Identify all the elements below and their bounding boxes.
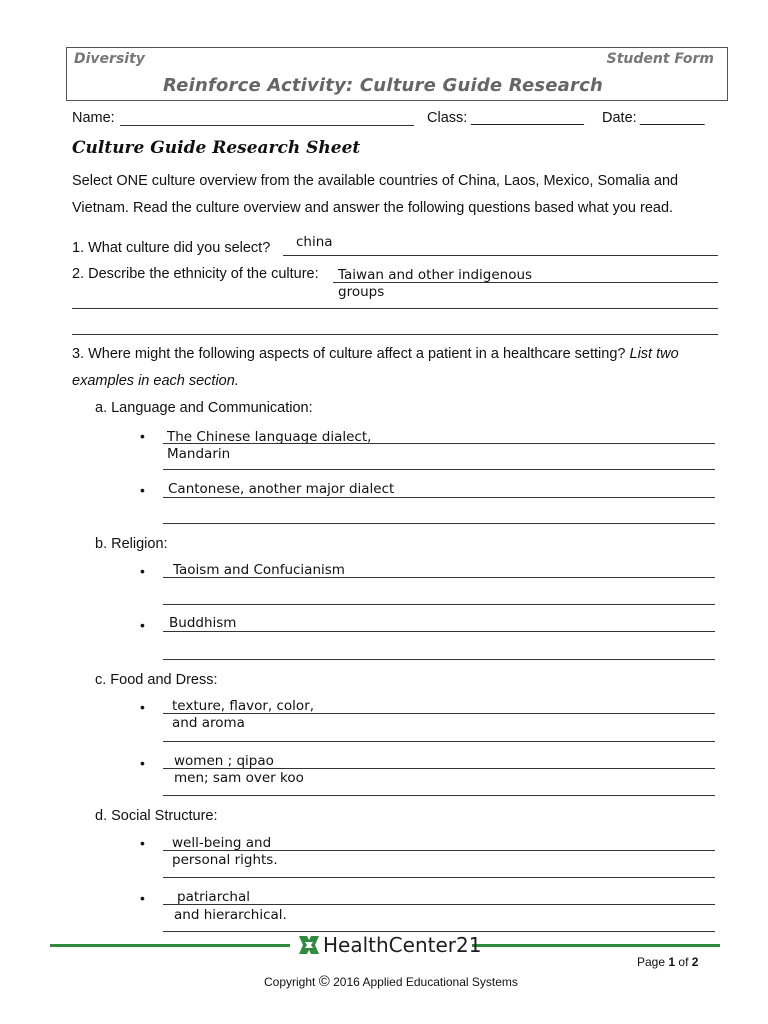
q2-answer-line-2[interactable]: groups [338,284,385,300]
blank-line [72,308,718,309]
bullet: • [140,428,145,444]
answer-line [163,604,715,605]
answer-b1-line-1[interactable]: Taoism and Confucianism [173,562,345,578]
answer-line [163,577,715,578]
section-b-label: b. Religion: [95,536,168,552]
answer-d1-line-1[interactable]: well-being and [172,835,272,851]
answer-c1-line-2[interactable]: and aroma [172,715,245,731]
answer-c2-line-1[interactable]: women ; qipao [174,753,274,769]
q2-answer-line [333,282,718,283]
section-a-label: a. Language and Communication: [95,400,313,416]
answer-d1-line-2[interactable]: personal rights. [172,852,278,868]
class-field[interactable]: ______________ [471,110,584,126]
footer-rule-right [472,944,720,947]
date-field[interactable]: ________ [640,110,705,126]
answer-line [163,659,715,660]
bullet: • [140,482,145,498]
page-title: Reinforce Activity: Culture Guide Research [163,75,603,96]
class-label: Class: [427,110,468,126]
bullet: • [140,699,145,715]
answer-line [163,741,715,742]
answer-c2-line-2[interactable]: men; sam over koo [174,770,304,786]
q2-question: 2. Describe the ethnicity of the culture: [72,266,319,282]
answer-c1-line-1[interactable]: texture, flavor, color, [172,698,315,714]
answer-line [163,850,715,851]
subject-label: Diversity [74,51,145,67]
answer-line [163,443,715,444]
section-c-label: c. Food and Dress: [95,672,218,688]
date-label: Date: [602,110,637,126]
answer-b2-line-1[interactable]: Buddhism [169,615,237,631]
answer-line [163,768,715,769]
copyright: Copyright © 2016 Applied Educational Systems [264,973,518,990]
bullet: • [140,890,145,906]
answer-a1-line-1[interactable]: The Chinese language dialect, [167,429,372,445]
form-type-label: Student Form [606,51,714,67]
answer-line [163,931,715,932]
name-label: Name: [72,110,115,126]
intro-line-1: Select ONE culture overview from the available countries of China, Laos, Mexico, Somalia and [72,173,679,189]
page-number: Page 1 of 2 [637,955,699,969]
blank-line [72,334,718,335]
q1-answer-line [283,255,718,256]
q3-question: 3. Where might the following aspects of culture affect a patient in a healthcare setting? List two [72,346,679,362]
intro-line-2: Vietnam. Read the culture overview and answer the following questions based what you read. [72,200,674,216]
answer-line [163,469,715,470]
healthcenter21-logo-icon [298,935,320,955]
bullet: • [140,563,145,579]
q3-instruction: examples in each section. [72,373,239,389]
sheet-title: Culture Guide Research Sheet [72,138,361,158]
section-d-label: d. Social Structure: [95,808,218,824]
footer-rule-left [50,944,290,947]
q1-answer[interactable]: china [296,234,333,250]
answer-line [163,631,715,632]
healthcenter21-logo-text: HealthCenter21 [323,933,482,957]
answer-a1-line-2[interactable]: Mandarin [167,446,231,462]
name-field[interactable] [120,125,414,126]
answer-line [163,523,715,524]
bullet: • [140,755,145,771]
answer-d2-line-1[interactable]: patriarchal [177,889,250,905]
answer-line [163,497,715,498]
answer-d2-line-2[interactable]: and hierarchical. [174,907,287,923]
answer-line [163,713,715,714]
q2-answer-line-1[interactable]: Taiwan and other indigenous [338,267,533,283]
answer-line [163,904,715,905]
answer-line [163,795,715,796]
q1-question: 1. What culture did you select? [72,240,271,256]
answer-a2-line-1[interactable]: Cantonese, another major dialect [168,481,395,497]
bullet: • [140,617,145,633]
answer-line [163,877,715,878]
bullet: • [140,835,145,851]
